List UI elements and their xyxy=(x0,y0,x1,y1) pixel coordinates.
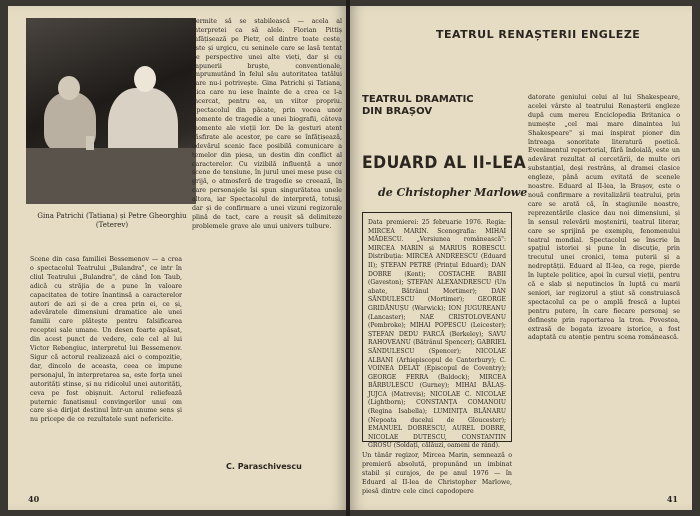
credits-box: Data premierei: 25 februarie 1976. Regia: MIRCEA MARIN. Scenografia: MIHAI MĂDESCU. „Versiunea românească": MIRCEA MARIN și MARIUS ROBESCU. Distribuția: MIRCEA ANDREESCU (Eduard II); ȘTEFAN PETRE (Prințul Eduard); DAN DOBRE (Kent); COSTACHE BABII (Gaveston); ȘTEFAN ALEXANDRESCU (Un abate, Bătrânul Mortimer); DAN SĂNDULESCU (Mortimer); GEORGE GRIDĂNUȘU (Warwick); ION JUGUREANU (Lancaster); NAE CRISTOLOVEANU (Pembroke); MIHAI POPESCU (Leicester); ȘTEFAN DEDU FARCĂ (Berkeley); SAVU RAHOVEANU (Bătrânul Spencer); GABRIEL SĂNDULESCU (Spencer); NICOLAE ALBANI (Arhiepiscopul de Canterbury); C. VOINEA DELAT (Episcopul de Coventry); GEORGE FERRA (Baldock); MIRCEA BĂRBULESCU (Gurney); MIHAI BĂLAȘ-JUJCA (Matrevis); NICOLAE C. NICOLAE (Lightborn); CONSTANȚA COMANOIU (Regina Isabella); LUMINIȚA BLĂNARU (Nepoata ducelui de Gloucester); EMANUEL DOBRESCU, AUREL DOBRE, NICOLAE DUTESCU, CONSTANTIN GROSU (Soldați, călăuzi, oameni de rând). xyxy=(362,212,512,442)
stage-table xyxy=(26,148,196,204)
photo-caption: Gina Patrichi (Tatiana) și Petre Gheorghiu (Teterev) xyxy=(37,212,187,229)
right-column-2: datorate geniului celui al lui Shakespeare, acelei vârste al teatrului Renașterii engleze după cum mereu Enciclopedia Britanica o numește „cel mai mare dinaintea lui Shakespeare" și mai inspirat pioner din întreaga sonoritate literatură poetică. Evenimentul repertorial, fără îndoială, este un adevărat rezultat al cercetării, de multe ori substanțial, deși restrâns, al dramei clasice engleze, până acum evitată de scenele noastre. Eduard al II-lea, la Brașov, este o nouă confirmare a revitalizării teatrului, prin care se arată că, în stagiunile noastre, reprezentările clasice dau noi dimensiuni, și în sensul relevării moștenirii, teatrul literar, care se sprijină pe exemplu, fenomenului teatral mondial. Spectacolul se înscrie în spațiul istoriei și pune în discuție, prin trecutul unei cronici, tema puterii și a nedreptății. Eduard al II-lea, ca rege, pierde în luptele politice, apoi în cursul vieții, pentru că e slab și neputincios în luptă cu marii seniori, iar regizorul a știut să construiască spectacolul ca pe o amplă frescă a luptei pentru putere, în care fiecare personaj se definește prin raportarea la tron. Povestea, extrasă de bogata izvoare istorice, a fost adaptată cu atenție pentru scena românească. xyxy=(528,94,680,342)
author-signature: C. Paraschivescu xyxy=(226,462,302,471)
right-page xyxy=(350,6,692,510)
stage-photo xyxy=(26,18,196,204)
left-page xyxy=(8,6,346,510)
glass-prop xyxy=(86,136,94,150)
theatre-name: TEATRUL DRAMATIC DIN BRAȘOV xyxy=(362,94,474,117)
play-title: EDUARD AL II-LEA xyxy=(362,153,527,173)
left-column-2: permite să se stabilească — acela al interpretei ca să alele. Florian Pittiș înfățișează pe Pietr, cel dintre toate ceste, este și urgicu, cu seninele care se lasă tentat de perspective unei alte vieți, dar și cu sapunerii bruște, conventionale, împrumutând în felul său autoritatea tatălui care nu-i potrivește. Gina Patrichi și Tatiana, fiica care nu iese înainte de a crea ce l-a încercat, pentru ea, un viitor propriu. Spectacolul din păcate, prin vocea unor momente de tragedie a unei biografii, câteva momente ale vieții lor. De la gesturi atent răsfirate ale acestor, pe care se înfățișează, adevărul scenic face posibilă comunicare a temelor din piesa, un destin din conflict al caracterelor. Cu vizibilă influență a unor scene de tensiune, în jurul unei mese puse cu grijă, o atmosferă de tragedie se creează, în care personajele își spun singurătatea unele altora, iar Spectacolul de interpretă, totuși, dar și de confirmare a unei vizuni regizorale plină de tact, care a reușit să delimiteze problemele grave ale unui univers tulbure. xyxy=(192,18,342,230)
right-column-1-text: Un tânăr regizor, Mircea Marin, semnează o premieră absolută, propunând un imbinat stabil și curajos, de pe anul 1976 — în Eduard al II-lea de Christopher Marlowe, piesă dintre cele cinci capodopere xyxy=(362,452,512,495)
page-number-left: 40 xyxy=(28,494,40,504)
page-number-right: 41 xyxy=(666,494,678,504)
section-header: TEATRUL RENAȘTERII ENGLEZE xyxy=(436,28,641,41)
left-column-1: Scene din casa familiei Bessemenov — a crea o spectacolul Teatrului „Bulandra", ce intr în cliul Teatrului „Bulandra", de când Ion Taub, adică cu străjia de a pune în valoare capacitatea de totire înantinsă a caracterelor autori de azi și de a crea prin ei, ce și, adevăratele dimensiuni dramatice ale unei familii care plătește pentru falsificarea receptei sale umane. Un desen foarte apăsat, din acest punct de vedere, cele cel al lui Victor Rebengiuc, interpretul lui Bessemenov. Sigur că actorul realizează aici o compoziție, dar, dincolo de aceasta, ceea ce impune personajul, în interpretarea sa, este forța unei autorități stinse, și nu ridicolul unei autorități, ceva pe fost obișnuit. Actorul reliefează puternic fanatismul convingerilor unui om care și-a dirijat destinul într-un anume sens și nu pricepe de ce rezultatele sunt nefericite. xyxy=(30,256,182,424)
play-author: de Christopher Marlowe xyxy=(378,186,528,199)
